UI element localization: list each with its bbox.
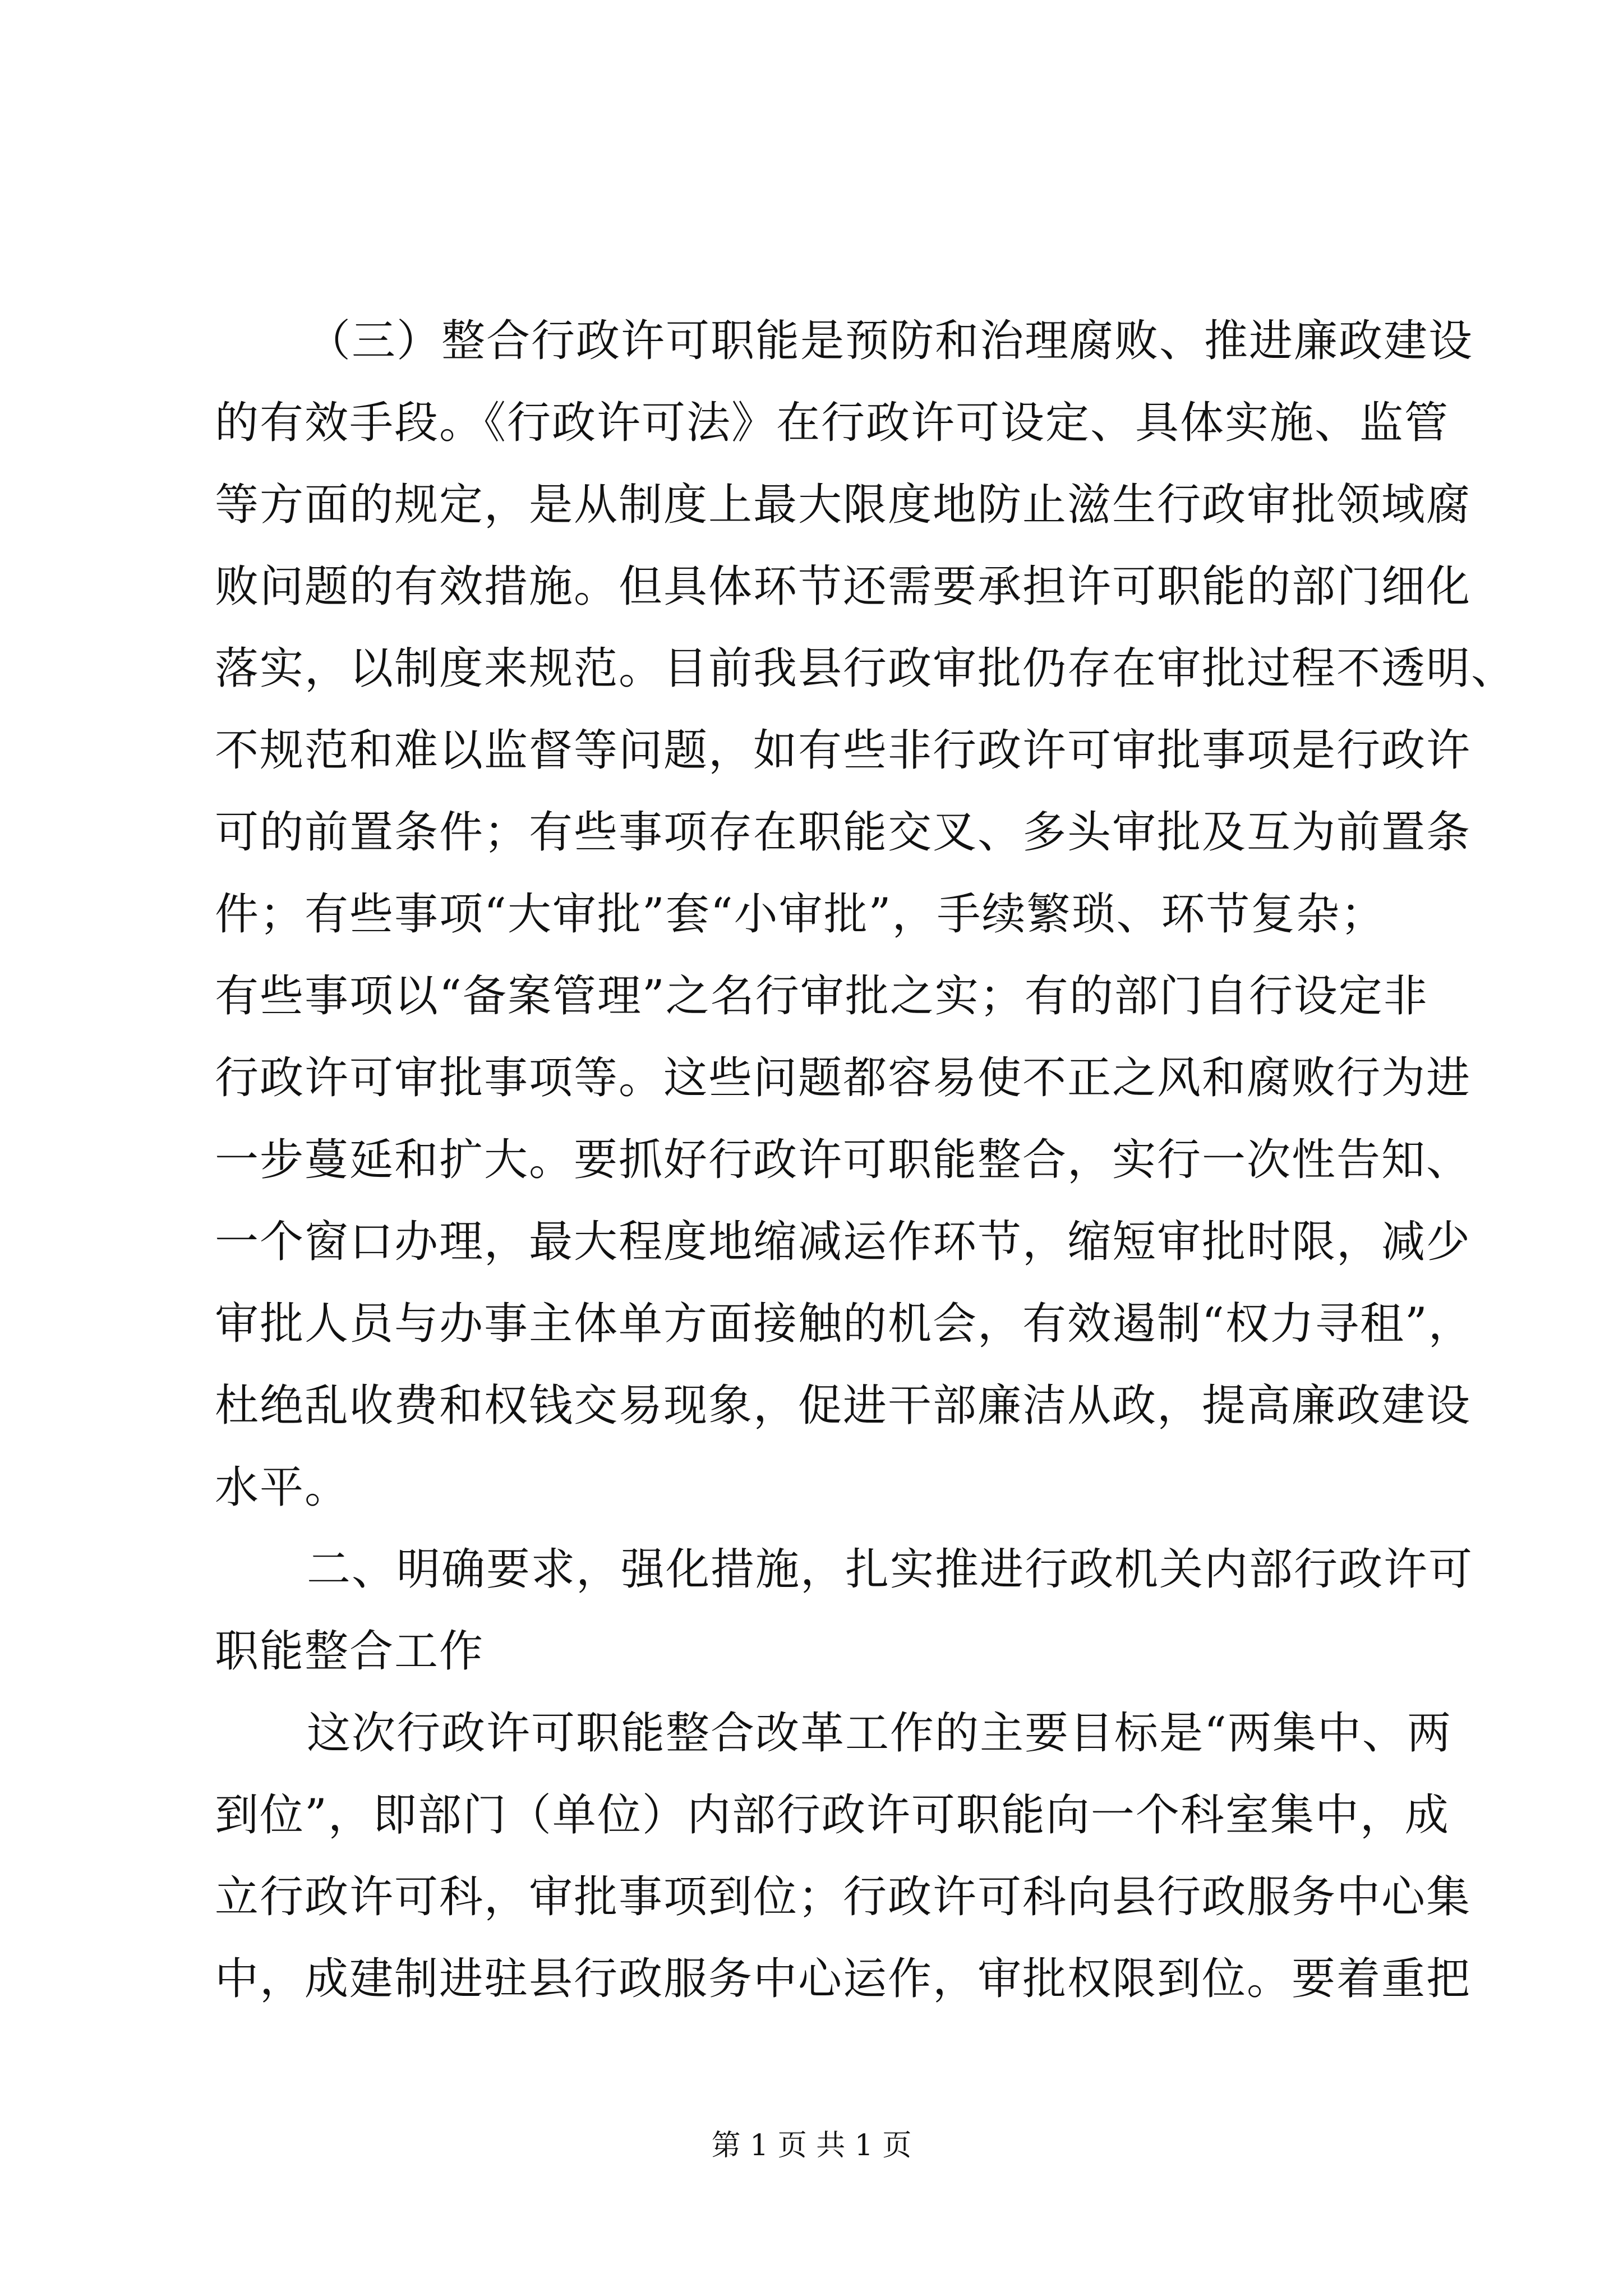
section-heading-line: 二、明确要求，强化措施，扎实推进行政机关内部行政许可 <box>307 1544 1474 1595</box>
paragraph-line: 落实，以制度来规范。目前我县行政审批仍存在审批过程不透明、 <box>215 643 1516 694</box>
paragraph-line: 件；有些事项“大审批”套“小审批”，手续繁琐、环节复杂； <box>215 889 1386 940</box>
paragraph-line: 中，成建制进驻县行政服务中心运作，审批权限到位。要着重把 <box>215 1954 1472 2004</box>
document-body <box>215 300 1516 2020</box>
paragraph-line: 立行政许可科，审批事项到位；行政许可科向县行政服务中心集 <box>215 1872 1472 1922</box>
paragraph-line: 一步蔓延和扩大。要抓好行政许可职能整合，实行一次性告知、 <box>215 1135 1472 1185</box>
paragraph-line: 可的前置条件；有些事项存在职能交叉、多头审批及互为前置条 <box>215 807 1472 858</box>
paragraph-line: 水平。 <box>215 1462 350 1513</box>
paragraph-line: 的有效手段。《行政许可法》在行政许可设定、具体实施、监管 <box>215 398 1450 448</box>
paragraph-line: 这次行政许可职能整合改革工作的主要目标是“两集中、两 <box>307 1708 1452 1759</box>
paragraph-line: 到位”，即部门（单位）内部行政许可职能向一个科室集中，成 <box>215 1790 1450 1841</box>
paragraph-line: 审批人员与办事主体单方面接触的机会，有效遏制“权力寻租”， <box>215 1299 1473 1349</box>
section-heading-line: 职能整合工作 <box>215 1626 485 1677</box>
paragraph-line: 行政许可审批事项等。这些问题都容易使不正之风和腐败行为进 <box>215 1053 1472 1103</box>
paragraph-line: （三）整合行政许可职能是预防和治理腐败、推进廉政建设 <box>307 316 1474 366</box>
paragraph-line: 一个窗口办理，最大程度地缩减运作环节，缩短审批时限，减少 <box>215 1217 1472 1267</box>
paragraph-line: 不规范和难以监督等问题，如有些非行政许可审批事项是行政许 <box>215 725 1472 776</box>
page-footer: 第 1 页 共 1 页 <box>711 2129 912 2162</box>
paragraph-line: 等方面的规定，是从制度上最大限度地防止滋生行政审批领域腐 <box>215 480 1472 530</box>
paragraph-line: 杜绝乱收费和权钱交易现象，促进干部廉洁从政，提高廉政建设 <box>215 1381 1472 1431</box>
paragraph-line: 有些事项以“备案管理”之名行审批之实；有的部门自行设定非 <box>215 971 1428 1022</box>
paragraph-line: 败问题的有效措施。但具体环节还需要承担许可职能的部门细化 <box>215 562 1472 612</box>
